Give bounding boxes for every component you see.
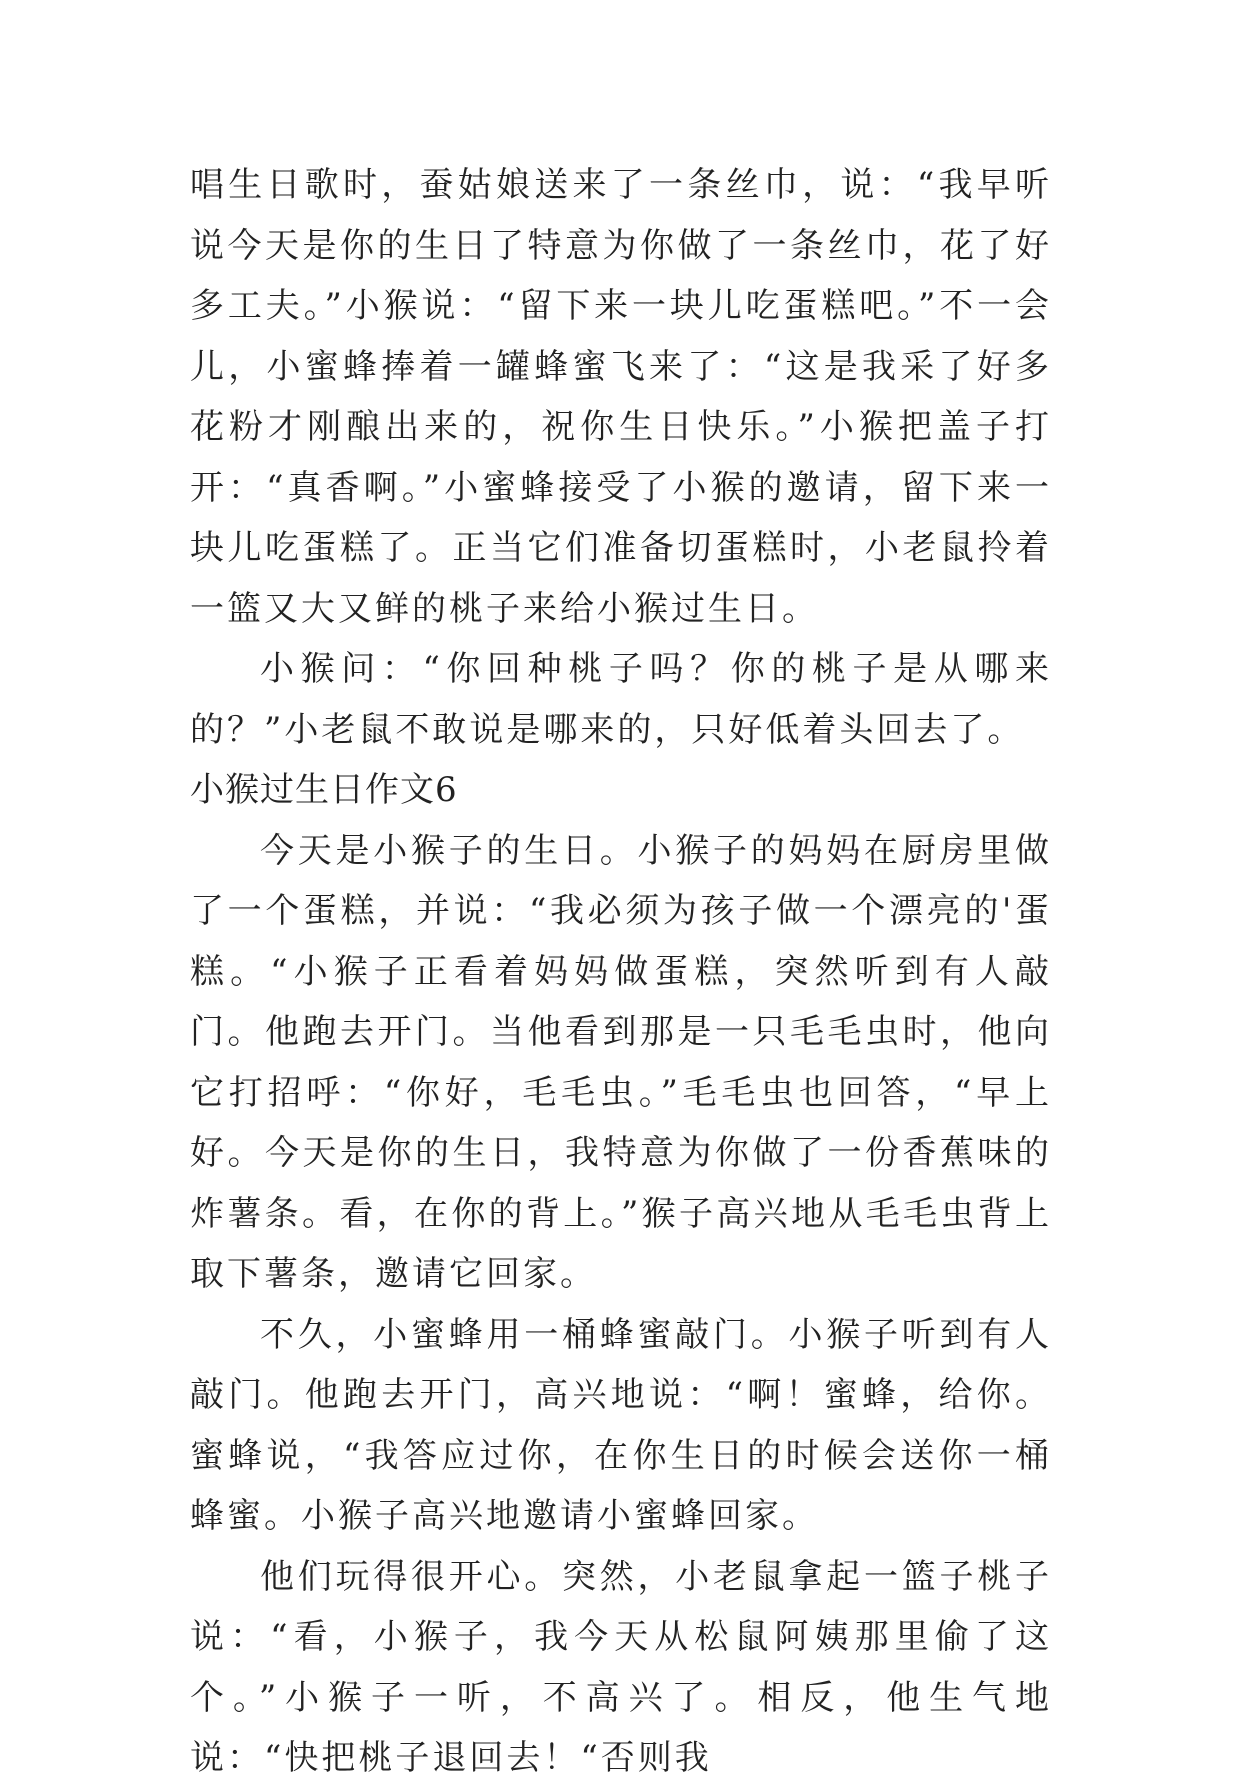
body-paragraph: 不久，小蜜蜂用一桶蜂蜜敲门。小猴子听到有人敲门。他跑去开门，高兴地说：“啊！蜜蜂，给你。蜜蜂说，“我答应过你，在你生日的时候会送你一桶蜂蜜。小猴子高兴地邀请小蜜蜂回家。 [190,1314,1052,1536]
body-paragraph: 唱生日歌时，蚕姑娘送来了一条丝巾，说：“我早听说今天是你的生日了特意为你做了一条丝巾，花了好多工夫。”小猴说：“留下来一块儿吃蛋糕吧。”不一会儿，小蜜蜂捧着一罐蜂蜜飞来了：“这是我采了好多花粉才刚酿出来的，祝你生日快乐。”小猴把盖子打开：“真香啊。”小蜜蜂接受了小猴的邀请，留下来一块儿吃蛋糕了。正当它们准备切蛋糕时，小老鼠拎着一篮又大又鲜的桃子来给小猴过生日。 [190,165,1052,629]
body-paragraph: 今天是小猴子的生日。小猴子的妈妈在厨房里做了一个蛋糕，并说：“我必须为孩子做一个漂亮的'蛋糕。“小猴子正看着妈妈做蛋糕，突然听到有人敲门。他跑去开门。当他看到那是一只毛毛虫时，他向它打招呼：“你好，毛毛虫。”毛毛虫也回答，“早上好。今天是你的生日，我特意为你做了一份香蕉味的炸薯条。看，在你的背上。”猴子高兴地从毛毛虫背上取下薯条，邀请它回家。 [190,830,1052,1294]
body-paragraph: 他们玩得很开心。突然，小老鼠拿起一篮子桃子说：“看，小猴子，我今天从松鼠阿姨那里偷了这个。”小猴子一听，不高兴了。相反，他生气地说：“快把桃子退回去！“否则我 [190,1556,1052,1778]
body-paragraph: 小猴问：“你回种桃子吗？你的桃子是从哪来的？”小老鼠不敢说是哪来的，只好低着头回去了。 [190,649,1052,750]
section-title: 小猴过生日作文6 [190,770,458,810]
document-page [190,155,1052,1789]
